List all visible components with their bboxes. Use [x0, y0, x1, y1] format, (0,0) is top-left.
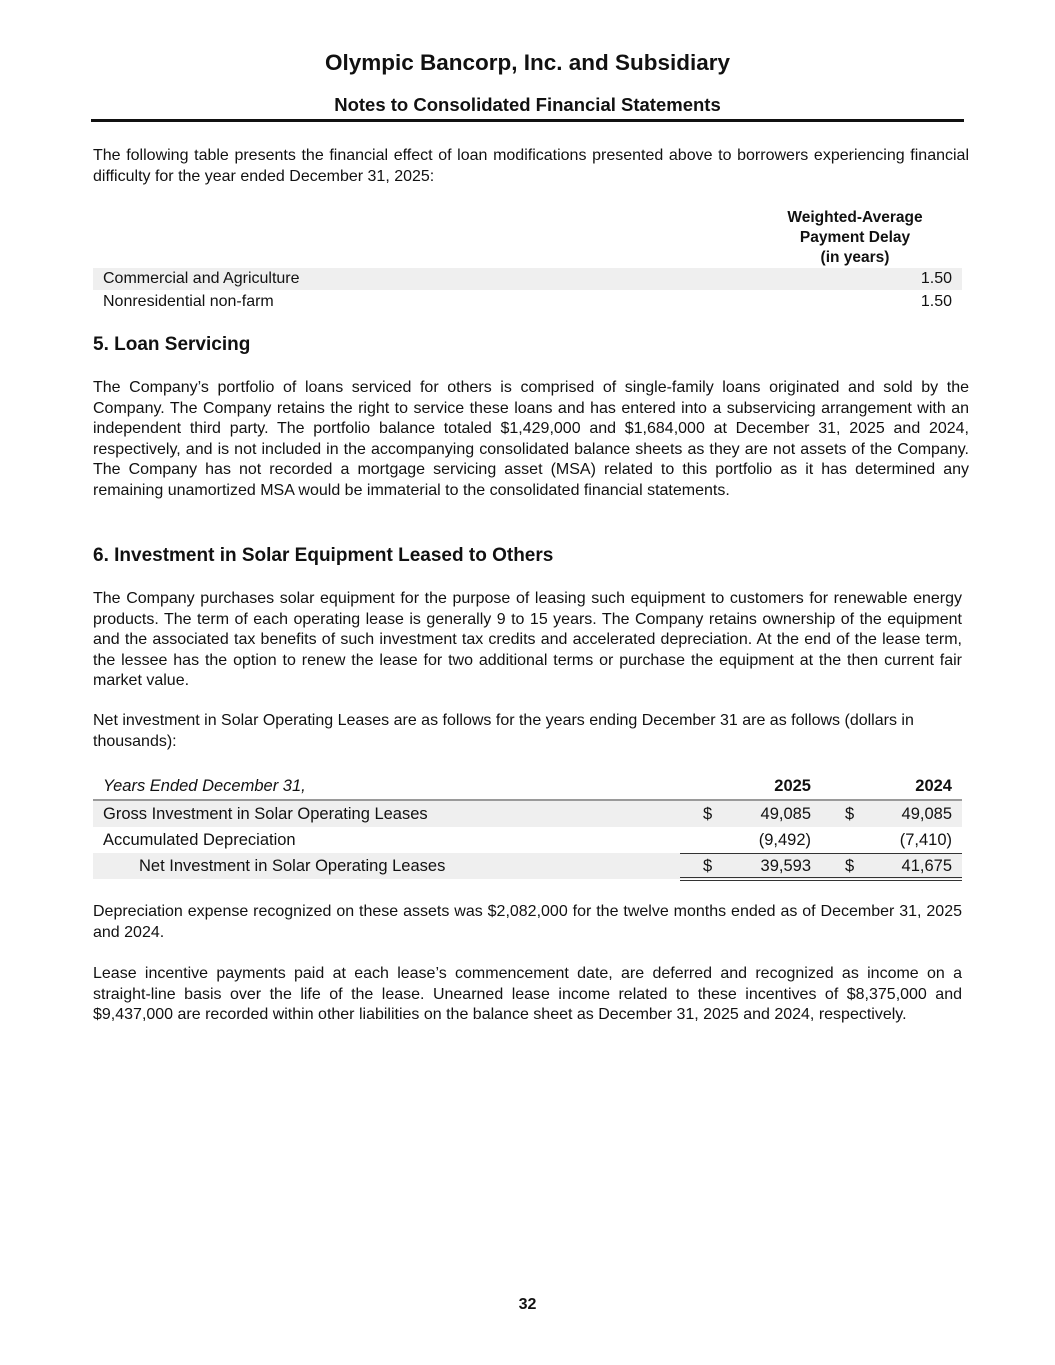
value-2024: 49,085 — [901, 805, 952, 823]
column-header-2024: 2024 — [915, 777, 952, 795]
value-2025: (9,492) — [758, 831, 811, 849]
company-title: Olympic Bancorp, Inc. and Subsidiary — [324, 50, 731, 75]
row-label: Accumulated Depreciation — [103, 831, 296, 849]
table-row — [93, 268, 962, 290]
solar-paragraph-2: Net investment in Solar Operating Leases are as follows for the years ending December 31 are as follows (dollars in thousands): — [93, 712, 914, 750]
table-header-row — [93, 773, 962, 801]
value-2025: 39,593 — [760, 857, 811, 875]
loan-servicing-paragraph: The Company’s portfolio of loans serviced for others is comprised of single-family loans originated and sold by the Company. The Company retains the right to service these loans and has entered into a subservicing arrangement with an independent third party. The portfolio balance totaled $1,429,000 and $1,684,000 at December 31, 2025 and 2024, respectively, and is not included in the accompanying consolidated balance sheets as they are not assets of the Company. The Company has not recorded a mortgage servicing asset (MSA) related to this portfolio as it has determined any remaining unamortized MSA would be immaterial to the consolidated financial statements. — [93, 379, 969, 499]
value-2025: 49,085 — [760, 805, 811, 823]
column-header-2025: 2025 — [774, 777, 811, 795]
value-2024: 41,675 — [901, 857, 952, 875]
currency-symbol: $ — [845, 857, 855, 875]
row-label: Net Investment in Solar Operating Leases — [139, 857, 446, 875]
header-divider — [91, 119, 964, 122]
page-number: 32 — [518, 1296, 537, 1313]
row-value: 1.50 — [920, 270, 952, 287]
table-row — [93, 801, 962, 827]
column-header-payment-delay: Weighted-Average Payment Delay (in years) — [748, 208, 962, 270]
total-double-rule — [680, 877, 962, 881]
currency-symbol: $ — [703, 857, 713, 875]
lease-table — [93, 773, 962, 879]
value-2024: (7,410) — [899, 831, 952, 849]
solar-paragraph-1: The Company purchases solar equipment for the purpose of leasing such equipment to customers for renewable energy products. The term of each operating lease is generally 9 to 15 years. The Company retains ownership of the equipment and the associated tax benefits of such investment tax credits and accelerated depreciation. At the end of the lease term, the lessee has the option to renew the lease for two additional terms or purchase the equipment at the then current fair market value. — [93, 590, 962, 690]
row-label: Commercial and Agriculture — [103, 270, 300, 287]
table-row-total — [93, 853, 962, 879]
row-label: Gross Investment in Solar Operating Leases — [103, 805, 428, 823]
section-heading-loan-servicing: 5. Loan Servicing — [93, 334, 251, 355]
row-label: Nonresidential non-farm — [103, 293, 274, 310]
row-value: 1.50 — [920, 293, 952, 310]
section-heading-solar-equipment: 6. Investment in Solar Equipment Leased to Others — [93, 545, 554, 566]
currency-symbol: $ — [703, 805, 713, 823]
header-label: Years Ended December 31, — [103, 777, 306, 795]
subtotal-rule — [680, 853, 962, 854]
currency-symbol: $ — [845, 805, 855, 823]
document-subtitle: Notes to Consolidated Financial Statements — [334, 94, 721, 115]
lease-incentive-paragraph: Lease incentive payments paid at each lease’s commencement date, are deferred and recognized as income on a straight-line basis over the life of the lease. Unearned lease income related to these incentives of $8,375,000 and $9,437,000 are recorded within other liabilities on the balance sheet as December 31, 2025 and 2024, respectively. — [93, 965, 962, 1024]
table-row — [93, 291, 962, 313]
table-row — [93, 827, 962, 853]
depreciation-paragraph: Depreciation expense recognized on these assets was $2,082,000 for the twelve months ended as of December 31, 2025 and 2024. — [93, 903, 962, 941]
intro-paragraph: The following table presents the financial effect of loan modifications presented above to borrowers experiencing financial difficulty for the year ended December 31, 2025: — [93, 147, 969, 185]
